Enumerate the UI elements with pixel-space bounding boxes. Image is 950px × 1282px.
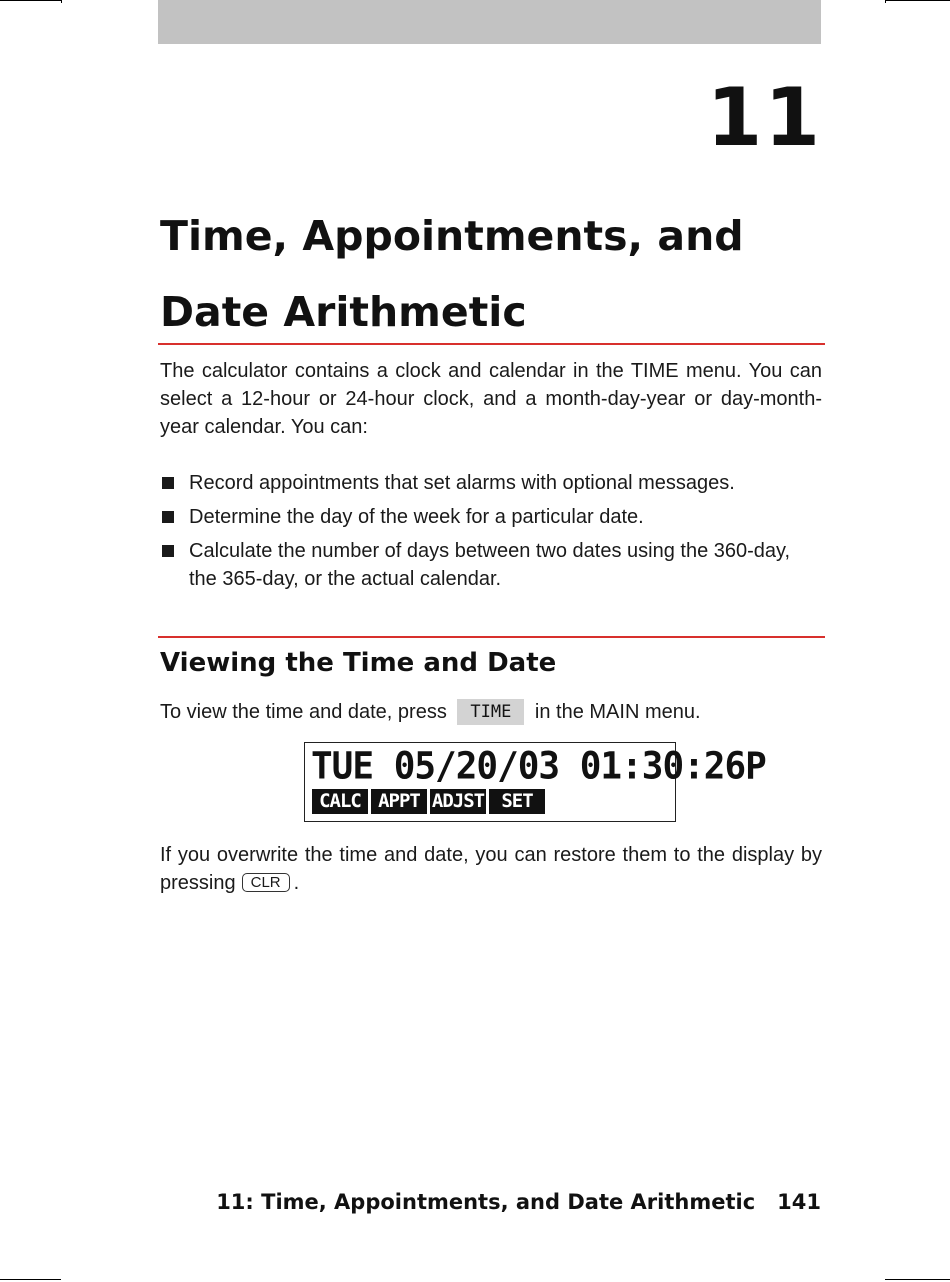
- chapter-title-line2: Date Arithmetic: [160, 288, 527, 336]
- footer-title: 11: Time, Appointments, and Date Arithmetic: [216, 1190, 756, 1214]
- restore-text-before: If you overwrite the time and date, you can restore them to the display by pressing: [160, 844, 822, 894]
- display-menu: [312, 789, 545, 814]
- chapter-rule: [158, 343, 825, 345]
- square-bullet-icon: [162, 545, 174, 557]
- list-item: [160, 537, 822, 593]
- list-item: [160, 469, 822, 497]
- section-rule: [158, 636, 825, 638]
- chapter-number: 11: [706, 71, 822, 164]
- square-bullet-icon: [162, 511, 174, 523]
- chapter-title: [160, 198, 825, 350]
- display-time-line: TUE 05/20/03 01:30:26P: [311, 745, 766, 789]
- calculator-display: [304, 742, 766, 822]
- time-softkey: TIME: [457, 699, 524, 725]
- page-footer: [216, 1190, 821, 1214]
- view-text-after: in the MAIN menu.: [534, 701, 701, 723]
- bullet-text: Calculate the number of days between two dates using the 360-day, the 365-day, or the actual calendar.: [189, 540, 791, 590]
- crop-mark-bottom-right: [885, 1279, 950, 1280]
- crop-mark-top-left: [0, 0, 61, 1]
- header-bar: [158, 0, 821, 44]
- view-instruction: [160, 698, 822, 726]
- square-bullet-icon: [162, 477, 174, 489]
- clr-key: CLR: [242, 873, 290, 892]
- crop-mark-top-right-v: [885, 0, 886, 3]
- bullet-text: Determine the day of the week for a particular date.: [189, 506, 644, 528]
- page-number: 141: [777, 1190, 821, 1214]
- menu-key-set: SET: [489, 789, 545, 814]
- crop-mark-top-left-v: [61, 0, 62, 3]
- restore-paragraph: [160, 841, 822, 897]
- restore-text-after: .: [293, 872, 300, 894]
- chapter-title-line1: Time, Appointments, and: [160, 212, 744, 260]
- intro-bullet-list: [160, 469, 822, 599]
- menu-key-adjst: ADJST: [431, 790, 485, 812]
- crop-mark-top-right: [885, 0, 950, 1]
- section-heading: Viewing the Time and Date: [160, 648, 557, 678]
- crop-mark-bottom-left: [0, 1279, 61, 1280]
- bullet-text: Record appointments that set alarms with optional messages.: [189, 472, 735, 494]
- menu-key-calc: CALC: [312, 789, 368, 814]
- menu-key-appt: APPT: [371, 789, 427, 814]
- intro-paragraph: The calculator contains a clock and calendar in the TIME menu. You can select a 12-hour or 24-hour clock, and a month-day-year or day-month-year calendar. You can:: [160, 360, 822, 438]
- view-text-before: To view the time and date, press: [160, 701, 447, 723]
- list-item: [160, 503, 822, 531]
